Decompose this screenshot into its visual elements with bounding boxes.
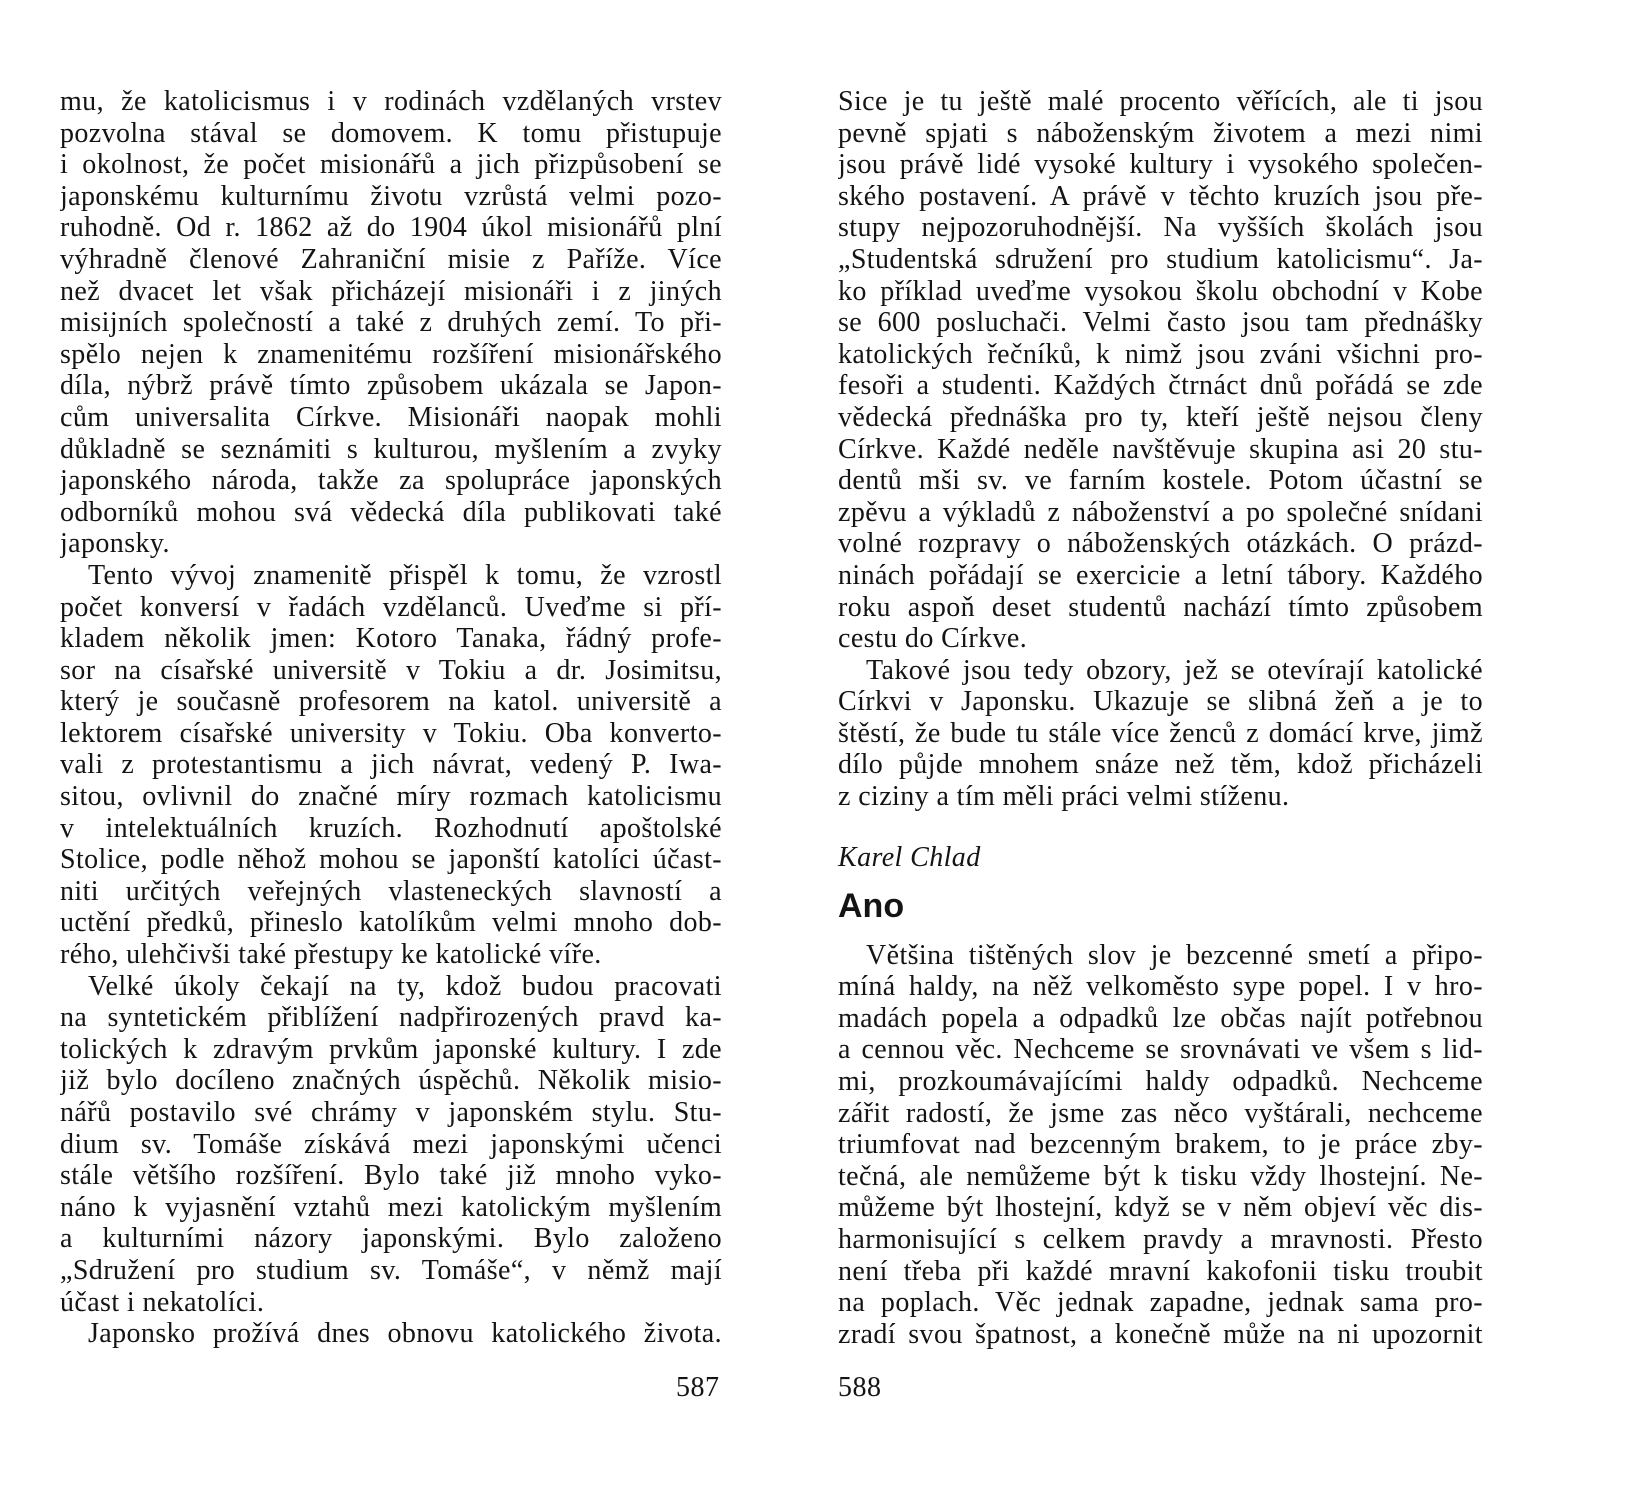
text-line: míná haldy, na něž velkoměsto sype popel. I v hro- (838, 971, 1483, 1003)
text-line: náno k vyjasnění vztahů mezi katolickým myšlením (60, 1191, 722, 1223)
paragraph (60, 1318, 722, 1350)
text-line: volné rozpravy o náboženských otázkách. O prázd- (838, 528, 1483, 560)
text-line: Církve. Každé neděle navštěvuje skupina asi 20 stu- (838, 433, 1483, 465)
text-line: japonsky. (60, 528, 170, 560)
text-line: misijních společností a také z druhých zemí. To při- (60, 307, 722, 339)
paragraph (838, 940, 1483, 1351)
text-line: ského postavení. A právě v těchto kruzích jsou pře- (838, 180, 1483, 212)
left-page (60, 86, 722, 1350)
text-line: tolických k zdravým prvkům japonské kultury. I zde (60, 1033, 722, 1065)
text-line: počet konversí v řadách vzdělanců. Uveďme si pří- (60, 591, 722, 623)
text-line: rého, ulehčivši také přestupy ke katolické víře. (60, 939, 602, 971)
text-line: niti určitých veřejných vlasteneckých slavností a (60, 875, 722, 907)
right-page (838, 86, 1483, 1350)
text-line: dentů mši sv. ve farním kostele. Potom účastní se (838, 465, 1483, 497)
text-line: můžeme být lhostejní, když se v něm objeví věc dis- (838, 1192, 1483, 1224)
text-line: mu, že katolicismus i v rodinách vzdělaných vrstev (60, 86, 722, 117)
text-line: spělo nejen k znamenitému rozšíření misionářského (60, 338, 722, 370)
text-line: katolických řečníků, k nimž jsou zváni všichni pro- (838, 338, 1483, 370)
text-line: „Sdružení pro studium sv. Tomáše“, v němž mají (60, 1254, 722, 1286)
paragraph (60, 560, 722, 971)
text-line: na poplach. Věc jednak zapadne, jednak sama pro- (838, 1287, 1483, 1319)
page-number: 588 (838, 1372, 882, 1403)
text-line: dílo půjde mnohem snáze než těm, kdož přicházeli (838, 749, 1483, 781)
text-line: z ciziny a tím měli práci velmi stíženu. (838, 781, 1290, 813)
text-line: důkladně se seznámiti s kulturou, myšlením a zvyky (60, 433, 722, 465)
article-author: Karel Chlad (838, 841, 981, 873)
text-line: na syntetickém přiblížení nadpřirozených pravd ka- (60, 1002, 722, 1034)
text-line: díla, nýbrž právě tímto způsobem ukázala se Japon- (60, 370, 722, 402)
text-line: vědecká přednáška pro ty, kteří ještě nejsou členy (838, 401, 1483, 433)
page-number: 587 (676, 1372, 720, 1403)
text-line: pevně spjati s náboženským životem a mezi nimi (838, 117, 1483, 149)
text-line: sor na císařské universitě v Tokiu a dr. Josimitsu, (60, 654, 722, 686)
text-line: stupy nejpozoruhodnější. Na vyšších školách jsou (838, 212, 1483, 244)
text-line: se 600 posluchači. Velmi často jsou tam přednášky (838, 307, 1483, 339)
text-line: jsou právě lidé vysoké kultury i vysokého společen- (838, 149, 1483, 181)
text-line: který je současně profesorem na katol. universitě a (60, 686, 722, 718)
text-line: zradí svou špatnost, a konečně může na ni upozornit (838, 1318, 1483, 1350)
text-line: dium sv. Tomáše získává mezi japonskými učenci (60, 1128, 722, 1160)
text-line: odborníků mohou svá vědecká díla publikovati také (60, 496, 722, 528)
text-line: zpěvu a výkladů z náboženství a po společné snídani (838, 496, 1483, 528)
text-line: roku aspoň deset studentů nachází tímto způsobem (838, 591, 1483, 623)
paragraph (838, 655, 1483, 813)
text-line: sitou, ovlivnil do značné míry rozmach katolicismu (60, 781, 722, 813)
paragraph (60, 971, 722, 1319)
text-line: Velké úkoly čekají na ty, kdož budou pracovati (88, 970, 722, 1002)
text-line: a cennou věc. Nechceme se srovnávati ve všem s lid- (838, 1034, 1483, 1066)
text-line: Stolice, podle něhož mohou se japonští katolíci účast- (60, 844, 722, 876)
text-line: cestu do Církve. (838, 623, 1028, 655)
text-line: již bylo docíleno značných úspěchů. Několik misio- (60, 1065, 722, 1097)
text-line: Církvi v Japonsku. Ukazuje se slibná žeň a je to (838, 686, 1483, 718)
text-line: ninách pořádají se exercicie a letní tábory. Každého (838, 559, 1483, 591)
text-line: než dvacet let však přicházejí misionáři i z jiných (60, 275, 722, 307)
text-line: nářů postavilo své chrámy v japonském stylu. Stu- (60, 1097, 722, 1128)
text-line: Většina tištěných slov je bezcenné smetí a připo- (866, 939, 1483, 971)
text-line: triumfovat nad bezcenným brakem, to je práce zby- (838, 1129, 1483, 1161)
text-line: „Studentská sdružení pro studium katolicismu“. Ja- (838, 243, 1483, 275)
text-line: a kulturními názory japonskými. Bylo založeno (60, 1223, 722, 1255)
text-line: tečná, ale nemůžeme být k tisku vždy lhostejní. Ne- (838, 1160, 1483, 1192)
text-line: harmonisující s celkem pravdy a mravnosti. Přesto (838, 1224, 1483, 1255)
text-line: výhradně členové Zahraniční misie z Paříže. Více (60, 243, 722, 275)
paragraph (838, 86, 1483, 655)
text-line: není třeba při každé mravní kakofonii tisku troubit (838, 1255, 1483, 1287)
text-line: zářit radostí, že jsme zas něco vyštárali, nechceme (838, 1097, 1483, 1129)
text-line: ruhodně. Od r. 1862 až do 1904 úkol misionářů plní (60, 212, 722, 244)
text-line: japonského národa, takže za spolupráce japonských (60, 465, 722, 497)
text-line: Sice je tu ještě malé procento věřících, ale ti jsou (838, 86, 1483, 117)
text-line: Takové jsou tedy obzory, jež se otevírají katolické (866, 654, 1483, 686)
text-line: účast i nekatolíci. (60, 1286, 265, 1318)
text-line: lektorem císařské university v Tokiu. Oba konverto- (60, 717, 722, 749)
text-line: madách popela a odpadků lze občas najít potřebnou (838, 1002, 1483, 1034)
text-line: mi, prozkoumávajícími haldy odpadků. Nechceme (838, 1066, 1483, 1098)
text-line: ko příklad uveďme vysokou školu obchodní v Kobe (838, 275, 1483, 307)
text-line: fesoři a studenti. Každých čtrnáct dnů pořádá se zde (838, 370, 1483, 402)
text-line: i okolnost, že počet misionářů a jich přizpůsobení se (60, 149, 722, 181)
text-line: japonskému kulturnímu životu vzrůstá velmi pozo- (60, 180, 722, 212)
text-line: štěstí, že bude tu stále více ženců z domácí krve, jimž (838, 717, 1483, 749)
text-line: Japonsko prožívá dnes obnovu katolického života. (88, 1318, 722, 1350)
text-line: cům universalita Církve. Misionáři naopak mohli (60, 401, 722, 433)
text-line: pozvolna stával se domovem. K tomu přistupuje (60, 117, 722, 149)
text-line: kladem několik jmen: Kotoro Tanaka, řádný profe- (60, 623, 722, 655)
text-line: v intelektuálních kruzích. Rozhodnutí apoštolské (60, 812, 722, 844)
paragraph (60, 86, 722, 560)
text-line: stále většího rozšíření. Bylo také již mnoho vyko- (60, 1160, 722, 1192)
text-line: uctění předků, přineslo katolíkům velmi mnoho dob- (60, 907, 722, 939)
text-line: Tento vývoj znamenitě přispěl k tomu, že vzrostl (88, 559, 722, 591)
article-title: Ano (838, 886, 905, 925)
text-line: vali z protestantismu a jich návrat, vedený P. Iwa- (60, 749, 722, 781)
